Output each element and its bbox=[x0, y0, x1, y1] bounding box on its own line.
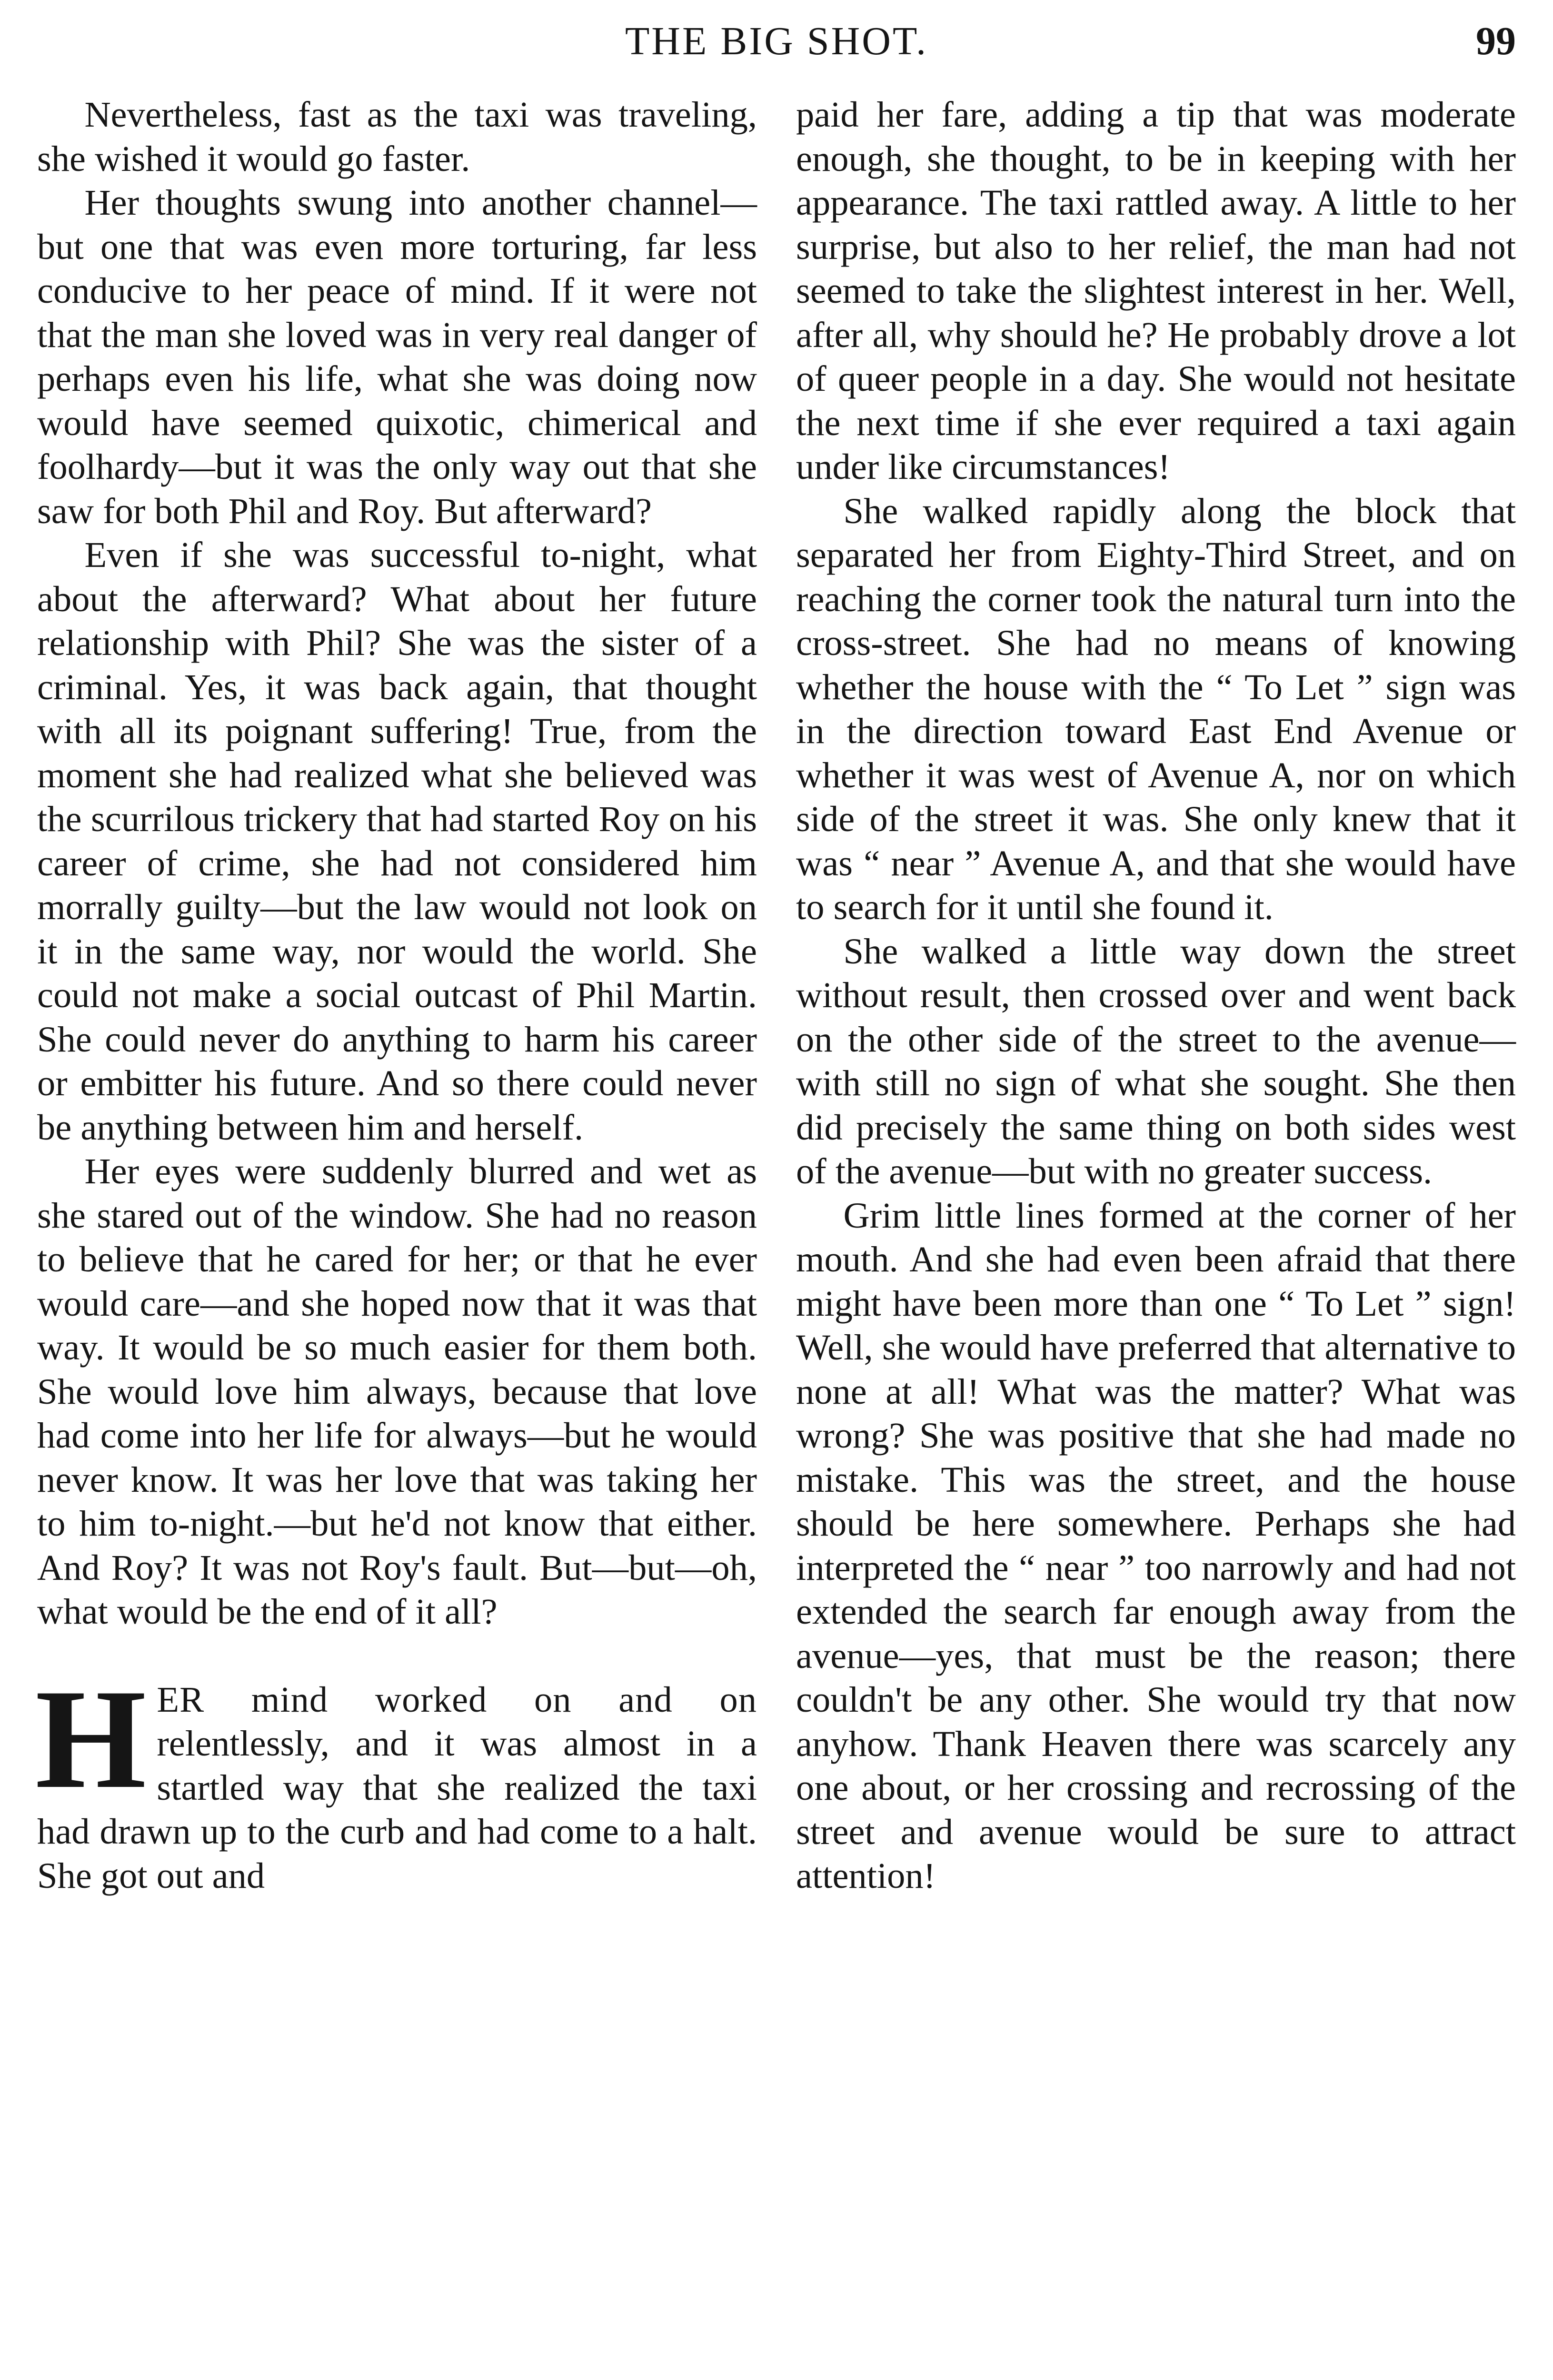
drop-cap-letter: H bbox=[35, 1659, 147, 1818]
running-title: THE BIG SHOT. bbox=[625, 19, 928, 63]
running-header bbox=[0, 10, 1553, 81]
paragraph: She walked a little way down the street without result, then crossed over and went back on the other side of the street to the avenue—with still no sign of what she sought. She then did precisely the same thing on both sides west of the avenue—but with no greater success. bbox=[796, 931, 1516, 1191]
dropcap-paragraph bbox=[35, 1659, 757, 1898]
paragraph: Grim little lines formed at the corner of her mouth. And she had even been afraid that there might have been more than one “ To Let ” sign! Well, she would have preferred that alternative to none at all! What was the matter? What was wrong? She was positive that she had made no mistake. This was the street, and the house should be here somewhere. Perhaps she had interpreted the “ near ” too narrowly and had not extended the search far enough away from the avenue—yes, that must be the reason; there couldn't be any other. She would try that now anyhow. Thank Heaven there was scarcely any one about, or her crossing and recrossing of the street and avenue would be sure to attract attention! bbox=[796, 1195, 1516, 1896]
page-number: 99 bbox=[1476, 19, 1516, 63]
paragraph: Her thoughts swung into another channel—but one that was even more torturing, far less conducive to her peace of mind. If it were not that the man she loved was in very real danger of perhaps even his life, what she was doing now would have seemed quixotic, chimerical and foolhardy—but it was the only way out that she saw for both Phil and Roy. But afterward? bbox=[37, 182, 757, 531]
paragraph: Even if she was successful to-night, what about the afterward? What about her future relationship with Phil? She was the sister of a criminal. Yes, it was back again, that thought with all its poignant suffering! True, from the moment she had realized what she believed was the scurrilous trickery that had started Roy on his career of crime, she had not considered him morrally guilty—but the law would not look on it in the same way, nor would the world. She could not make a social outcast of Phil Martin. She could never do anything to harm his career or embitter his future. And so there could never be anything between him and herself. bbox=[37, 535, 757, 1148]
paragraph: Her eyes were suddenly blurred and wet as she stared out of the window. She had no reason to believe that he cared for her; or that he ever would care—and she hoped now that it was that way. It would be so much easier for them both. She would love him always, because that love had come into her life for always—but he would never know. It was her love that was taking her to him to-night.—but he'd not know that either. And Roy? It was not Roy's fault. But—but—oh, what would be the end of it all? bbox=[37, 1151, 757, 1632]
paragraph: She walked rapidly along the block that separated her from Eighty-Third Street, and on reaching the corner took the natural turn into the cross-street. She had no means of knowing whether the house with the “ To Let ” sign was in the direction toward East End Avenue or whether it was west of Avenue A, nor on which side of the street it was. She only knew that it was “ near ” Avenue A, and that she would have to search for it until she found it. bbox=[796, 490, 1516, 927]
dropcap-paragraph-text: ER mind worked on and on relentlessly, and it was almost in a startled way that she realized the taxi had drawn up to the curb and had come to a halt. She got out and bbox=[37, 1679, 757, 1896]
right-text-column bbox=[796, 93, 1516, 1898]
paragraph: Nevertheless, fast as the taxi was traveling, she wished it would go faster. bbox=[37, 94, 757, 179]
left-text-column bbox=[37, 93, 757, 1898]
continued-paragraph: paid her fare, adding a tip that was moderate enough, she thought, to be in keeping with her appearance. The taxi rattled away. A little to her surprise, but also to her relief, the man had not seemed to take the slightest interest in her. Well, after all, why should he? He probably drove a lot of queer people in a day. She would not hesitate the next time if she ever required a taxi again under like circumstances! bbox=[796, 94, 1516, 487]
